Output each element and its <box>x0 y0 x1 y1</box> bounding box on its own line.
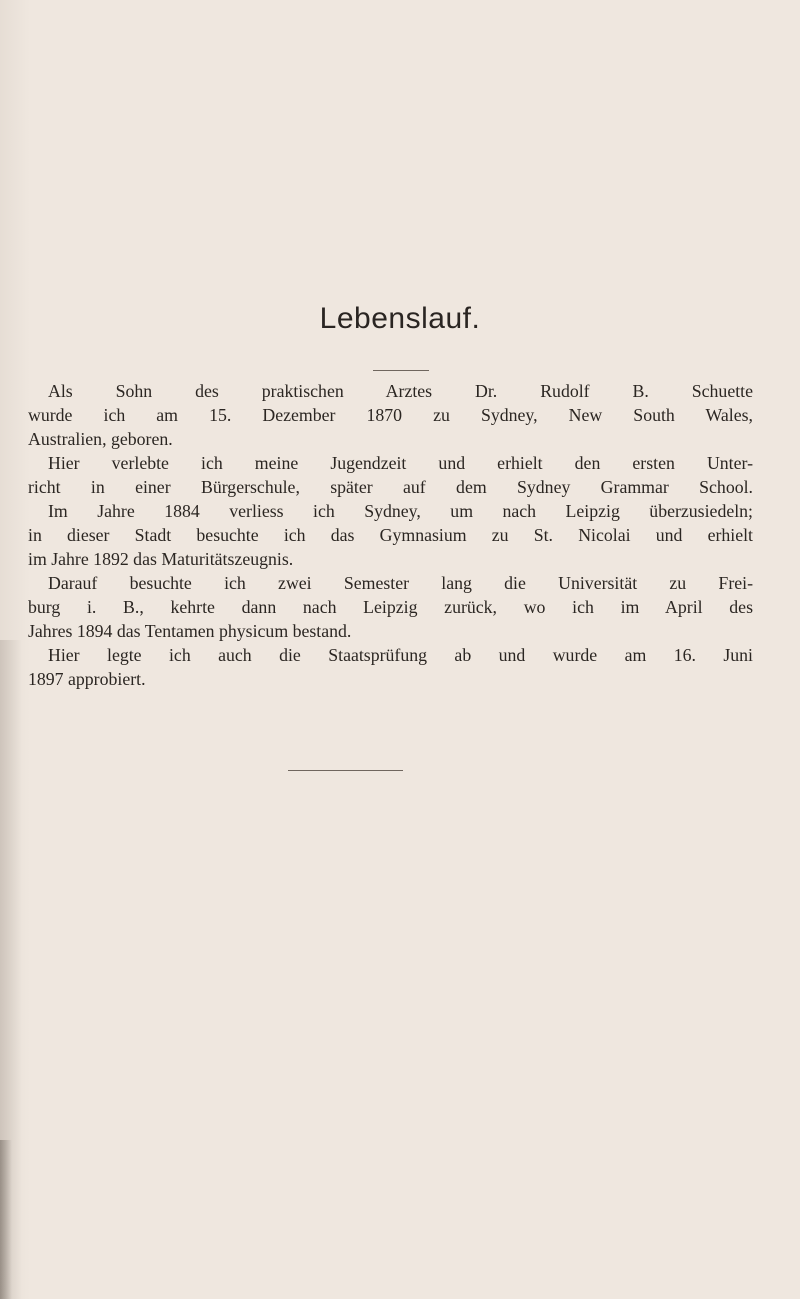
text-line-11: Jahres 1894 das Tentamen physicum bestand. <box>28 621 352 641</box>
closing-divider <box>288 770 403 771</box>
page-title: Lebenslauf. <box>319 302 481 335</box>
text-line-9: Darauf besuchte ich zwei Semester lang die Universität zu Frei- <box>48 573 753 593</box>
text-line-13: 1897 approbiert. <box>28 669 146 689</box>
text-line-4: Hier verlebte ich meine Jugendzeit und erhielt den ersten Unter- <box>48 453 753 473</box>
text-line-7: in dieser Stadt besuchte ich das Gymnasium zu St. Nicolai und erhielt <box>28 525 753 545</box>
text-line-2: wurde ich am 15. Dezember 1870 zu Sydney, New South Wales, <box>28 405 753 425</box>
text-line-1: Als Sohn des praktischen Arztes Dr. Rudolf B. Schuette <box>48 381 753 401</box>
text-line-8: im Jahre 1892 das Maturitätszeugnis. <box>28 549 294 569</box>
text-line-3: Australien, geboren. <box>28 429 173 449</box>
title-divider <box>373 370 429 371</box>
text-line-5: richt in einer Bürgerschule, später auf dem Sydney Grammar School. <box>28 477 753 497</box>
text-line-10: burg i. B., kehrte dann nach Leipzig zurück, wo ich im April des <box>28 597 753 617</box>
text-line-6: Im Jahre 1884 verliess ich Sydney, um nach Leipzig überzusiedeln; <box>48 501 753 521</box>
text-line-12: Hier legte ich auch die Staatsprüfung ab und wurde am 16. Juni <box>48 645 753 665</box>
page-edge-shadow-bottom <box>0 1140 12 1299</box>
